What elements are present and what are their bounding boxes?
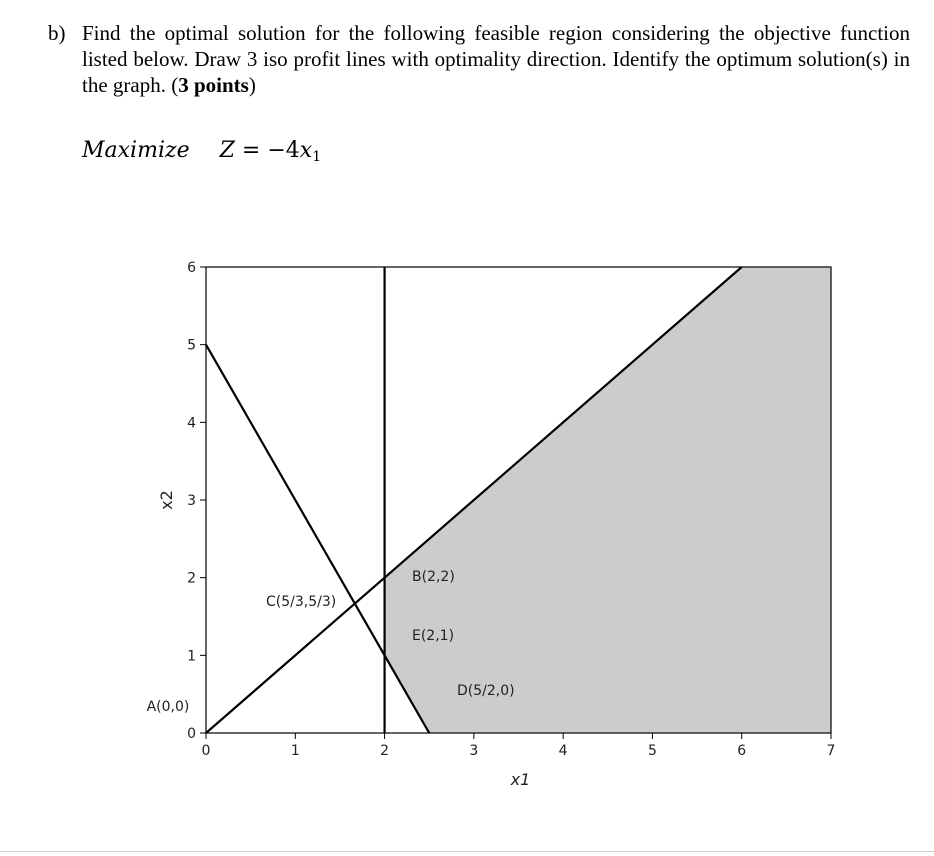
y-tick-label: 5: [187, 337, 196, 354]
x-tick-label: 7: [826, 743, 836, 759]
point-label: E(2,1): [412, 628, 455, 644]
objective-coefficient: −4: [267, 138, 300, 163]
point-label: D(5/2,0): [457, 683, 515, 699]
x-tick-label: 2: [380, 743, 390, 759]
x-axis-title: x1: [510, 770, 531, 789]
objective-subscript: 1: [312, 149, 322, 165]
y-tick-label: 4: [187, 415, 196, 432]
x-tick-label: 3: [469, 743, 479, 759]
y-tick-label: 2: [187, 570, 196, 587]
feasible-region: [385, 267, 831, 733]
y-tick-label: 3: [187, 493, 196, 509]
x-tick-label: 1: [290, 743, 300, 759]
x-tick-label: 6: [737, 743, 747, 759]
point-label: B(2,2): [412, 569, 455, 585]
y-tick-label: 1: [187, 648, 196, 665]
line-constraint-descending: [206, 345, 429, 733]
objective-variable: x: [299, 138, 313, 163]
objective-keyword: Maximize: [82, 138, 190, 163]
y-tick-label: 6: [187, 260, 196, 276]
y-axis-title: x2: [157, 490, 176, 510]
question-text-end: ): [248, 73, 256, 97]
y-tick-label: 0: [187, 726, 196, 742]
x-tick-label: 4: [558, 743, 568, 759]
point-label: A(0,0): [146, 699, 190, 715]
page-divider: [0, 851, 934, 852]
question-label: b): [48, 21, 66, 45]
question-text-main: Find the optimal solution for the following feasible region considering the objective function listed below. Draw 3 iso profit lines with optimality direction. Identify the optimum solution(s) in the graph. (: [82, 21, 910, 97]
objective-lhs: Z: [219, 138, 235, 163]
point-label: C(5/3,5/3): [266, 594, 337, 610]
objective-equals: =: [241, 138, 261, 163]
x-tick-label: 5: [647, 743, 657, 759]
question-points: 3 points: [178, 73, 249, 97]
x-tick-label: 0: [201, 743, 211, 759]
